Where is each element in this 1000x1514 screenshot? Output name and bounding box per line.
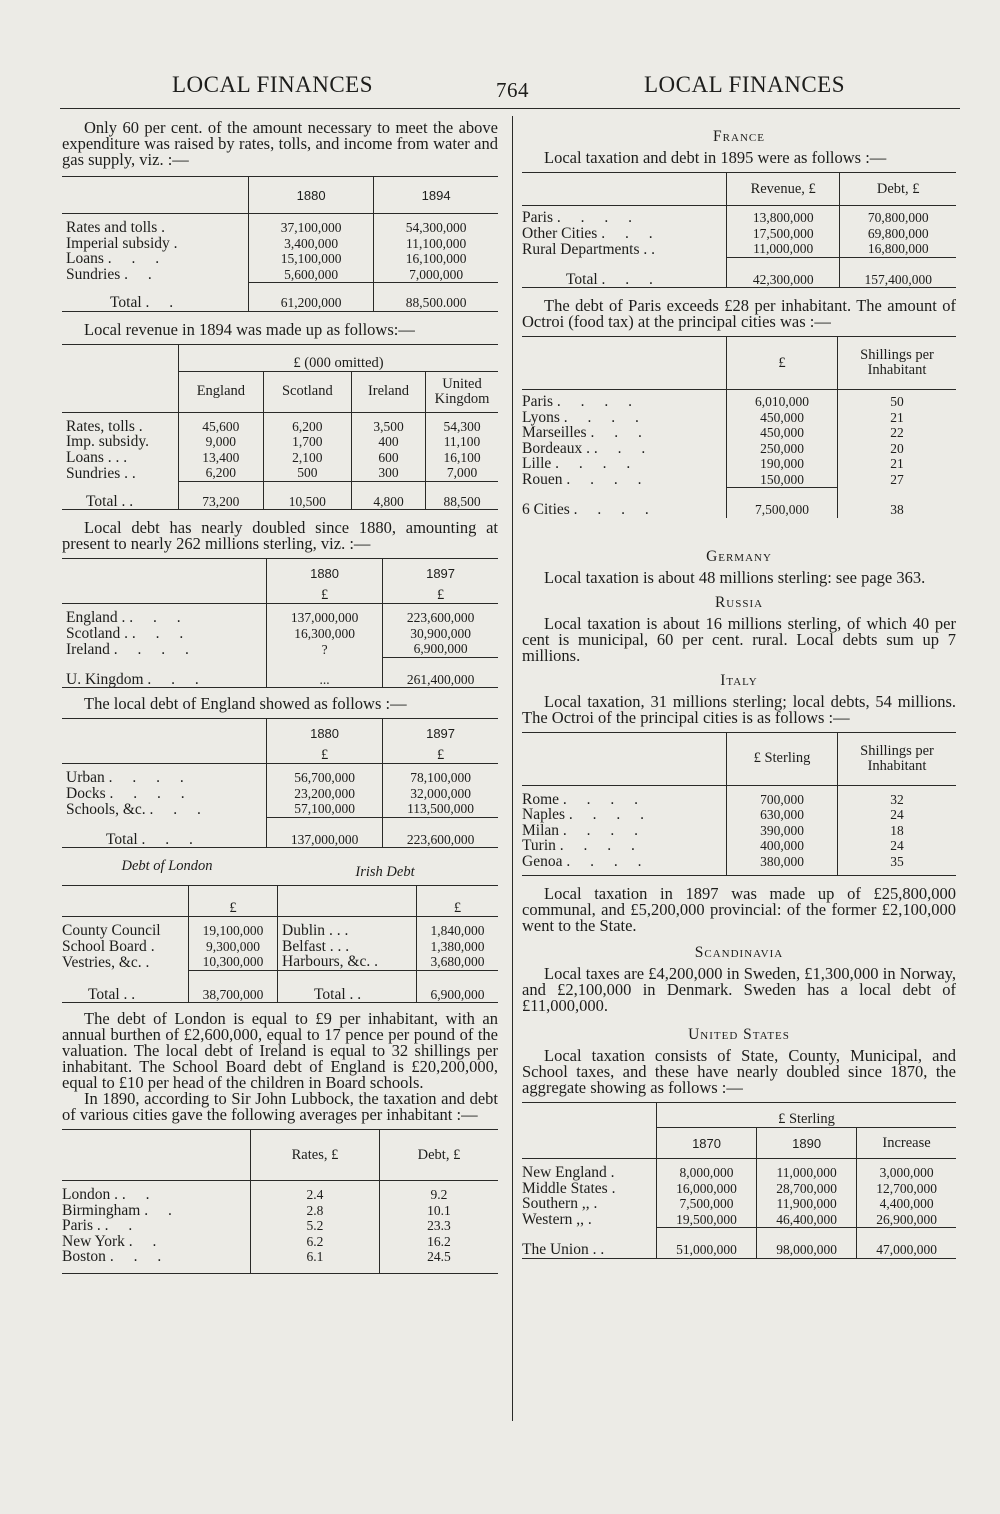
debt-of-london-title: Debt of London [121, 858, 213, 874]
right-paragraph-3: Local taxation is about 48 millions sterling: see page 363. [544, 567, 926, 587]
page-number: 764 [496, 78, 529, 102]
table-london-irish-debt: £ £ County Council 19,100,000 Dublin . . . 1,840,000 School Board . 9,300,000 Belfast . . . 1,380,000 Vestries, &c. . 10,300,000 Harbours, &c. . 3,680,000 Total . . 38,700,000 Total . . 6,900,000 [62, 885, 498, 1003]
table-france-octroi: £ Shillings per Inhabitant Paris . . . . 6,010,000 50 Lyons . . . . 450,000 21 Marseilles . . . 450,000 22 Bordeaux . . . . 250,000 20 Lille . . . . 190,000 21 Rouen . . . . 150,000 27 6 Cities . . . . 7,500,000 38 [522, 336, 956, 518]
heading-italy: Italy [720, 671, 758, 689]
london-irish-debt-titles [62, 858, 498, 881]
right-paragraph-4: Local taxation is about 16 millions sterling, of which 40 per cent is municipal, 60 per cent. rural. Local debts sum up 7 millions. [522, 613, 956, 665]
right-paragraph-1: Local taxation and debt in 1895 were as follows :— [544, 148, 887, 167]
table-row: Naples . . . . 630,000 24 [522, 807, 956, 823]
table-row: Docks . . . . 23,200,000 32,000,000 [62, 786, 498, 802]
left-paragraph-2: Local revenue in 1894 was made up as follows:— [84, 319, 415, 339]
heading-france: France [713, 128, 765, 145]
table-total-row: Total . . 61,200,000 88,500.000 [62, 283, 498, 312]
table-row: New York . . 6.2 16.2 [62, 1234, 498, 1250]
table-row: Ireland . . . . ? 6,900,000 [62, 641, 498, 657]
left-paragraph-1: Only 60 per cent. of the amount necessary to meet the above expenditure was raised by rates, tolls, and income from water and gas supply, viz. :— [62, 118, 498, 169]
heading-russia: Russia [714, 593, 764, 611]
table-row: England . . . . 137,000,000 223,600,000 [62, 604, 498, 626]
table-rates-1880-1894 [62, 176, 498, 312]
table-local-debt-1880-1897: 1880 1897 £ £ England . . . . 137,000,000 223,600,000 Scotland . . . . 16,300,000 30,900,000 Ireland . . . . ? 6,900,000 U. Kingdom . . . ... 261,400,000 [62, 558, 498, 688]
unit-header: £ (000 omitted) [179, 344, 499, 371]
col-header: 1894 [374, 177, 498, 214]
col-header: 1880 [249, 177, 374, 214]
table-row: Milan . . . . 390,000 18 [522, 823, 956, 839]
table-row: Rouen . . . . 150,000 27 [522, 472, 956, 488]
table-row: Paris . . . . 13,800,000 70,800,000 [522, 206, 956, 226]
table-row: London . . . 2.4 9.2 [62, 1181, 498, 1203]
left-paragraph-4: The local debt of England showed as follows :— [84, 694, 407, 713]
table-france-taxation: Revenue, £ Debt, £ Paris . . . . 13,800,000 70,800,000 Other Cities . . . 17,500,000 69,800,000 Rural Departments . . 11,000,000 16,800,000 Total . . . 42,300,000 157,400,000 [522, 172, 956, 288]
table-total-row: Total . . . 42,300,000 157,400,000 [522, 257, 956, 288]
table-row: Scotland . . . . 16,300,000 30,900,000 [62, 626, 498, 642]
left-column [62, 120, 498, 1274]
running-head-left: LOCAL FINANCES [172, 72, 374, 97]
heading-scandinavia: Scandinavia [694, 944, 784, 961]
table-row: Sundries . . 6,200 500 300 7,000 [62, 465, 498, 481]
right-paragraph-5: Local taxation, 31 millions sterling; local debts, 54 millions. The Octroi of the principal cities is as follows :— [522, 691, 956, 727]
table-england-debt: 1880 1897 £ £ Urban . . . . 56,700,000 78,100,000 Docks . . . . 23,200,000 32,000,000 Schools, &c. . . . 57,100,000 113,500,000 Total . . . 137,000,000 223,600,000 [62, 718, 498, 848]
right-paragraph-8: Local taxation consists of State, County, Municipal, and School taxes, and these have nearly doubled since 1870, the aggregate showing as follows :— [522, 1046, 956, 1097]
table-row: Loans . . . 15,100,000 16,100,000 [62, 251, 498, 267]
right-paragraph-7: Local taxes are £4,200,000 in Sweden, £1,300,000 in Norway, and £2,100,000 in Denmark. Sweden has a local debt of £11,000,000. [522, 964, 956, 1015]
table-row: Lyons . . . . 450,000 21 [522, 410, 956, 426]
right-paragraph-2: The debt of Paris exceeds £28 per inhabitant. The amount of Octroi (food tax) at the principal cities was :— [522, 296, 956, 331]
table-total-row: The Union . . 51,000,000 98,000,000 47,000,000 [522, 1228, 956, 1259]
table-total-row: U. Kingdom . . . ... 261,400,000 [62, 657, 498, 688]
table-local-revenue-1894: £ (000 omitted) England Scotland Ireland United Kingdom Rates, tolls . 45,600 6,200 3,500 54,300 Imp. subsidy. 9,000 1,700 400 11,100 Loans . . . 13,400 2,100 600 16,100 Sundries . . 6,200 500 300 7,000 Total . . 73,200 10,500 4,800 88,500 [62, 344, 498, 511]
table-row: Schools, &c. . . . 57,100,000 113,500,000 [62, 801, 498, 817]
left-paragraph-3: Local debt has nearly doubled since 1880, amounting at present to nearly 262 millions sterling, viz. :— [62, 518, 498, 553]
right-column [522, 128, 956, 1259]
heading-germany: Germany [706, 547, 772, 565]
table-row: Loans . . . 13,400 2,100 600 16,100 [62, 450, 498, 466]
table-row: Rome . . . . 700,000 32 [522, 785, 956, 807]
table-total-row: Total . . . 137,000,000 223,600,000 [62, 817, 498, 848]
table-row: New England . 8,000,000 11,000,000 3,000,000 [522, 1159, 956, 1181]
table-row: Lille . . . . 190,000 21 [522, 456, 956, 472]
table-row: Paris . . . . 6,010,000 50 [522, 390, 956, 410]
table-row: Bordeaux . . . . 250,000 20 [522, 441, 956, 457]
table-total-row: Total . . 38,700,000 Total . . 6,900,000 [62, 970, 498, 1003]
table-row: Imp. subsidy. 9,000 1,700 400 11,100 [62, 434, 498, 450]
running-head-right: LOCAL FINANCES [644, 72, 846, 97]
table-row: Southern ,, . 7,500,000 11,900,000 4,400,000 [522, 1196, 956, 1212]
table-row: Urban . . . . 56,700,000 78,100,000 [62, 764, 498, 786]
table-row: Sundries . . 5,600,000 7,000,000 [62, 267, 498, 283]
table-us-taxation: £ Sterling 1870 1890 Increase New England . 8,000,000 11,000,000 3,000,000 Middle States . 16,000,000 28,700,000 12,700,000 Southern ,, . 7,500,000 11,900,000 4,400,000 Western ,, . 19,500,000 46,400,000 26,900,000 The Union . . 51,000,000 98,000,000 47,000,000 [522, 1102, 956, 1259]
table-total-row: 6 Cities . . . . 7,500,000 38 [522, 488, 956, 518]
table-row: County Council 19,100,000 Dublin . . . 1,840,000 [62, 917, 498, 939]
right-paragraph-6: Local taxation in 1897 was made up of £25,800,000 communal, and £5,200,000 provincial: of the former £2,100,000 went to the State. [522, 884, 956, 935]
table-city-averages-1890: Rates, £ Debt, £ London . . . 2.4 9.2 Birmingham . . 2.8 10.1 Paris . . . 5.2 23.3 New York . . 6.2 16.2 Boston . . . 6.1 24.5 [62, 1129, 498, 1274]
heading-united-states: United States [688, 1026, 790, 1043]
column-divider [512, 116, 513, 1421]
table-row: Boston . . . 6.1 24.5 [62, 1249, 498, 1273]
table-row: Rural Departments . . 11,000,000 16,800,000 [522, 241, 956, 257]
table-row: Western ,, . 19,500,000 46,400,000 26,900,000 [522, 1212, 956, 1228]
table-row: Marseilles . . . 450,000 22 [522, 425, 956, 441]
header-rule [60, 108, 960, 109]
table-row: School Board . 9,300,000 Belfast . . . 1,380,000 [62, 939, 498, 955]
table-row: Turin . . . . 400,000 24 [522, 838, 956, 854]
table-row: Imperial subsidy . 3,400,000 11,100,000 [62, 236, 498, 252]
irish-debt-title: Irish Debt [355, 864, 415, 880]
table-total-row: Total . . 73,200 10,500 4,800 88,500 [62, 481, 498, 510]
table-row: Middle States . 16,000,000 28,700,000 12,700,000 [522, 1181, 956, 1197]
table-row: Rates, tolls . 45,600 6,200 3,500 54,300 [62, 412, 498, 434]
left-paragraph-6: In 1890, according to Sir John Lubbock, the taxation and debt of various cities gave the following averages per inhabitant :— [62, 1089, 498, 1124]
table-row: Other Cities . . . 17,500,000 69,800,000 [522, 226, 956, 242]
table-row: Paris . . . 5.2 23.3 [62, 1218, 498, 1234]
table-italy-octroi: £ Sterling Shillings per Inhabitant Rome . . . . 700,000 32 Naples . . . . 630,000 24 Milan . . . . 390,000 18 Turin . . . . 400,000 24 Genoa . . . . 380,000 35 [522, 732, 956, 877]
table-row: Genoa . . . . 380,000 35 [522, 854, 956, 876]
left-paragraph-5: The debt of London is equal to £9 per inhabitant, with an annual burthen of £2,600,000, equal to 17 pence per pound of the valuation. The local debt of Ireland is equal to 32 shillings per inhabitant. The School Board debt of England is £20,200,000, equal to £10 per head of the children in Board schools. [62, 1009, 498, 1092]
table-row: Rates and tolls . 37,100,000 54,300,000 [62, 214, 498, 236]
table-row: Vestries, &c. . 10,300,000 Harbours, &c. . 3,680,000 [62, 954, 498, 970]
table-row: Birmingham . . 2.8 10.1 [62, 1203, 498, 1219]
